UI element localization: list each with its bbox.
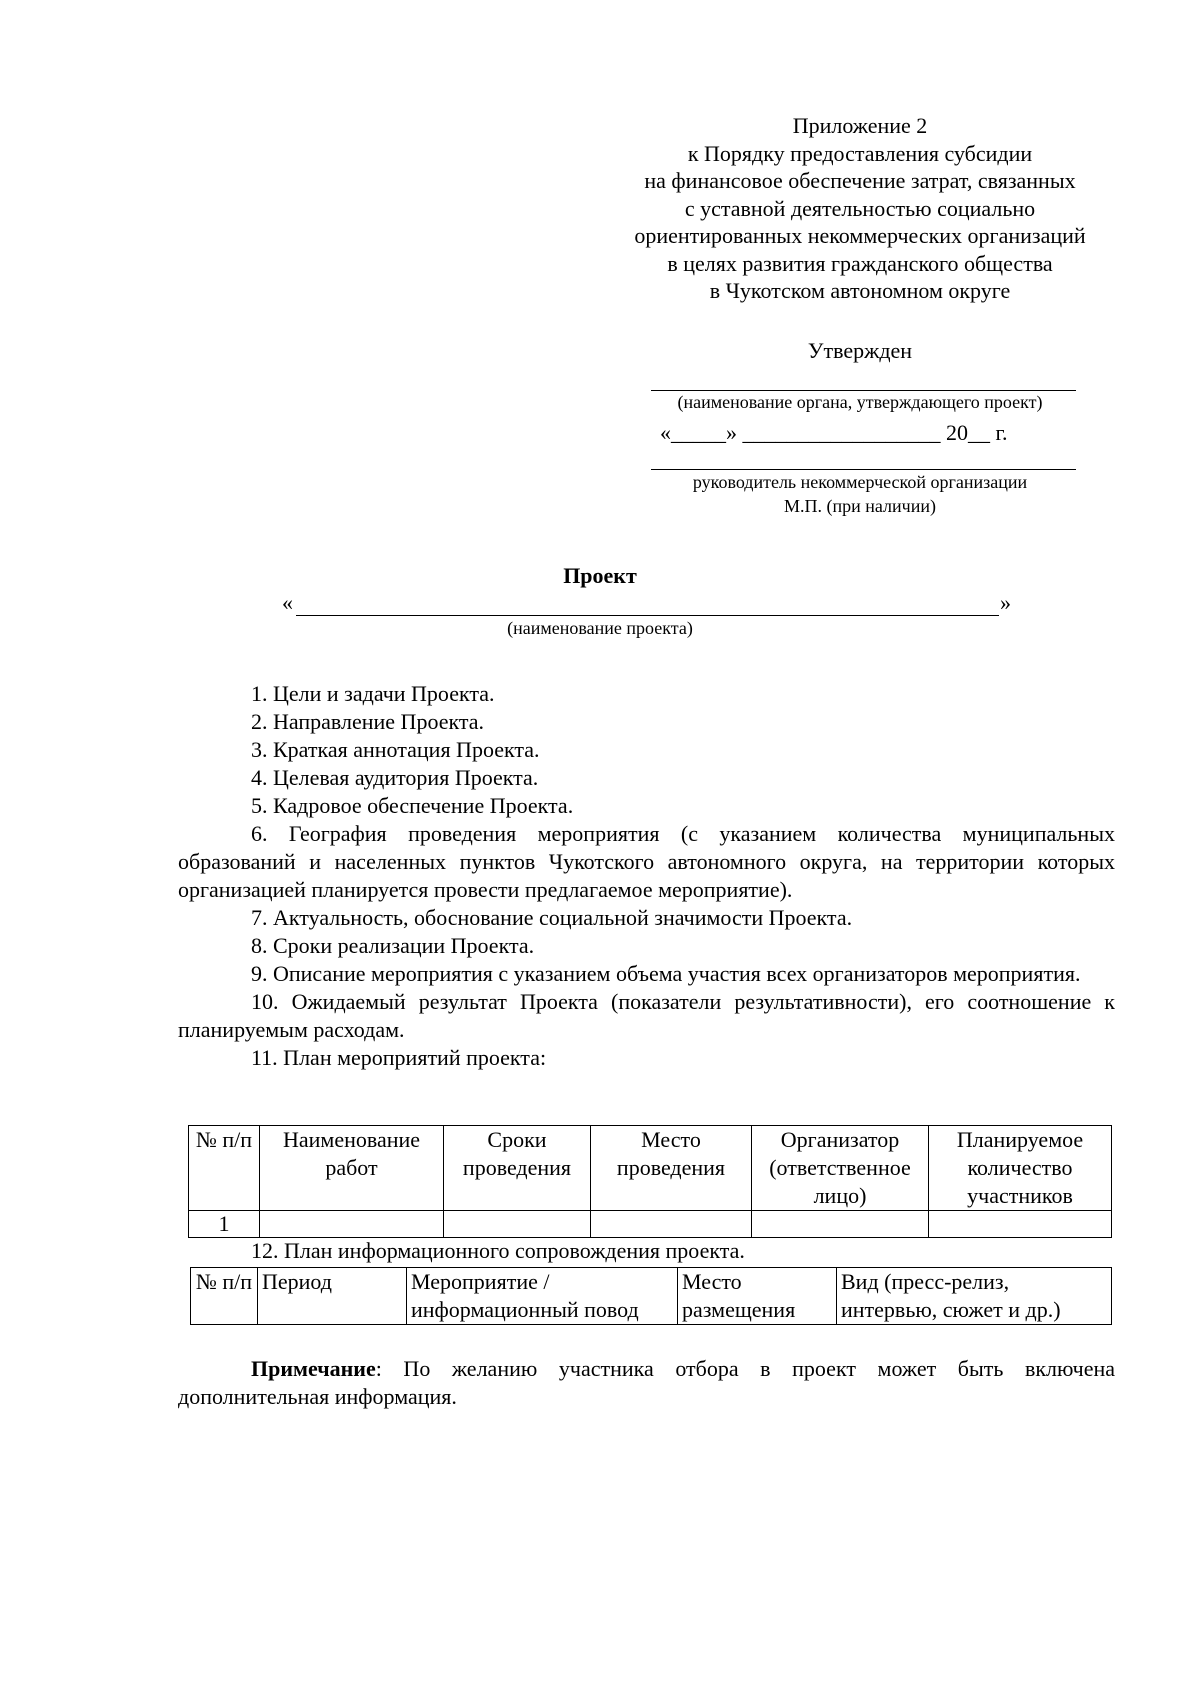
approval-date-line: «_____» __________________ 20__ г. xyxy=(660,420,1008,445)
appendix-header xyxy=(600,112,1120,305)
quote-close: » xyxy=(1000,590,1011,615)
col-period: Период xyxy=(258,1268,407,1325)
quote-open: « xyxy=(282,590,293,615)
note-text: : По желанию участника отбора в проект может быть включена дополнительная информация. xyxy=(178,1356,1115,1409)
list-item: 4. Целевая аудитория Проекта. xyxy=(251,765,539,790)
col-work-name: Наименование работ xyxy=(260,1126,444,1211)
approval-title: Утвержден xyxy=(807,338,913,363)
col-number: № п/п xyxy=(189,1126,260,1211)
project-name-line xyxy=(296,615,999,616)
project-name-caption: (наименование проекта) xyxy=(507,618,693,638)
events-plan-table xyxy=(188,1125,1112,1238)
col-type: Вид (пресс-релиз, интервью, сюжет и др.) xyxy=(837,1268,1112,1325)
list-item: 11. План мероприятий проекта: xyxy=(251,1045,547,1070)
info-support-table xyxy=(190,1267,1112,1325)
list-item: 12. План информационного сопровождения проекта. xyxy=(251,1238,745,1263)
note-block xyxy=(178,1355,1115,1411)
list-item: 7. Актуальность, обоснование социальной значимости Проекта. xyxy=(251,905,853,930)
stamp-caption: М.П. (при наличии) xyxy=(784,496,936,516)
table-cell: 1 xyxy=(189,1211,260,1238)
col-placement: Место размещения xyxy=(678,1268,837,1325)
organ-signature-line xyxy=(651,390,1076,391)
table-cell xyxy=(752,1211,929,1238)
table-cell xyxy=(260,1211,444,1238)
project-title: Проект xyxy=(563,563,637,588)
list-item: 3. Краткая аннотация Проекта. xyxy=(251,737,540,762)
appendix-line: ориентированных некоммерческих организаций xyxy=(634,223,1086,248)
list-item: 10. Ожидаемый результат Проекта (показатели результативности), его соотношение к планируемым расходам. xyxy=(178,989,1115,1042)
note-label: Примечание xyxy=(251,1356,376,1381)
item-12-container xyxy=(178,1237,1115,1265)
list-item: 8. Сроки реализации Проекта. xyxy=(251,933,535,958)
appendix-line: в целях развития гражданского общества xyxy=(667,250,1053,276)
col-place: Место проведения xyxy=(591,1126,752,1211)
col-organizer: Организатор (ответственное лицо) xyxy=(752,1126,929,1211)
appendix-line: Приложение 2 xyxy=(792,113,928,138)
project-sections-list xyxy=(178,680,1115,1072)
col-participants: Планируемое количество участников xyxy=(929,1126,1112,1211)
col-number: № п/п xyxy=(191,1268,258,1325)
table-cell xyxy=(591,1211,752,1238)
list-item: 6. География проведения мероприятия (с указанием количества муниципальных образований и населенных пунктов Чукотского автономного округа, на территории которых организацией планируется провести предлагаемое мероприятие). xyxy=(178,821,1115,902)
list-item: 5. Кадровое обеспечение Проекта. xyxy=(251,793,574,818)
note-paragraph xyxy=(178,1355,1115,1411)
appendix-line: на финансовое обеспечение затрат, связанных xyxy=(644,168,1076,193)
appendix-line: к Порядку предоставления субсидии xyxy=(687,140,1033,166)
list-item: 1. Цели и задачи Проекта. xyxy=(251,681,495,706)
table-header-row xyxy=(189,1126,1112,1211)
col-event: Мероприятие / информационный повод xyxy=(407,1268,678,1325)
table-row xyxy=(189,1211,1112,1238)
appendix-line: с уставной деятельностью социально xyxy=(684,195,1036,221)
table-header-row xyxy=(191,1268,1112,1325)
organ-caption: (наименование органа, утверждающего проект) xyxy=(677,392,1043,412)
table-cell xyxy=(929,1211,1112,1238)
list-item: 9. Описание мероприятия с указанием объема участия всех организаторов мероприятия. xyxy=(251,961,1081,986)
head-caption: руководитель некоммерческой организации xyxy=(692,472,1028,492)
col-dates: Сроки проведения xyxy=(444,1126,591,1211)
appendix-line: в Чукотском автономном округе xyxy=(709,278,1011,303)
list-item: 2. Направление Проекта. xyxy=(251,709,485,734)
head-signature-line xyxy=(651,469,1076,470)
table-cell xyxy=(444,1211,591,1238)
